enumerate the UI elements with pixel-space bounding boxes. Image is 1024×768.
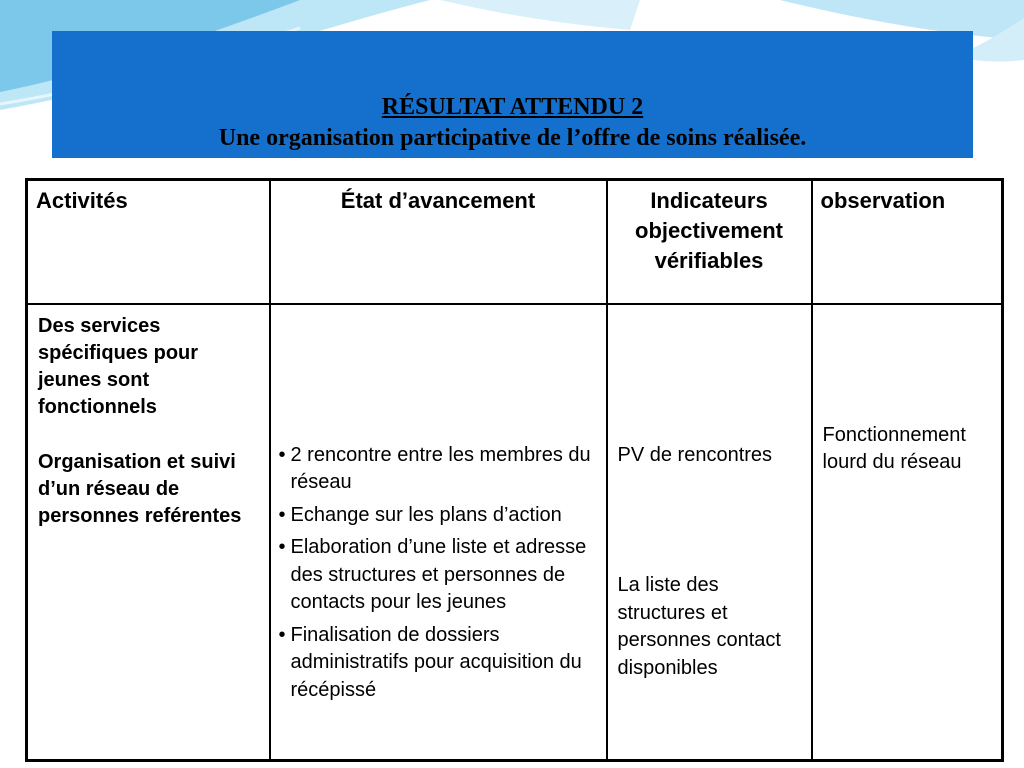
results-table: [25, 178, 1004, 762]
table-row: [27, 304, 1003, 761]
list-item: • Echange sur les plans d’action: [279, 502, 598, 530]
table-header-row: [27, 180, 1003, 304]
indicateur-item: La liste des structures et personnes contact disponibles: [617, 574, 781, 679]
list-item: • 2 rencontre entre les membres du réseau: [279, 442, 598, 497]
activite-item: Des services spécifiques pour jeunes sont fonctionnels: [38, 314, 199, 418]
cell-etat: [270, 304, 607, 761]
activite-item: Organisation et suivi d’un réseau de personnes reférentes: [38, 450, 242, 527]
header-observation: observation: [812, 180, 1003, 304]
header-etat: État d’avancement: [270, 180, 607, 304]
slide-subtitle: Une organisation participative de l’offre de soins réalisée.: [218, 125, 807, 151]
list-item: • Finalisation de dossiers administratifs pour acquisition du récépissé: [279, 622, 598, 705]
list-item: • Elaboration d’une liste et adresse des structures et personnes de contacts pour les jeunes: [279, 534, 598, 617]
indicateur-item: PV de rencontres: [617, 443, 773, 466]
slide-title: RÉSULTAT ATTENDU 2: [381, 94, 644, 120]
header-activites: Activités: [27, 180, 270, 304]
cell-observation: [812, 304, 1003, 761]
title-banner: [52, 31, 973, 158]
cell-indicateurs: [607, 304, 812, 761]
header-indicateurs: Indicateurs objectivement vérifiables: [607, 180, 812, 304]
cell-activites: [27, 304, 270, 761]
observation-text: Fonctionnement lourd du réseau: [822, 423, 966, 473]
etat-list: [279, 442, 598, 705]
